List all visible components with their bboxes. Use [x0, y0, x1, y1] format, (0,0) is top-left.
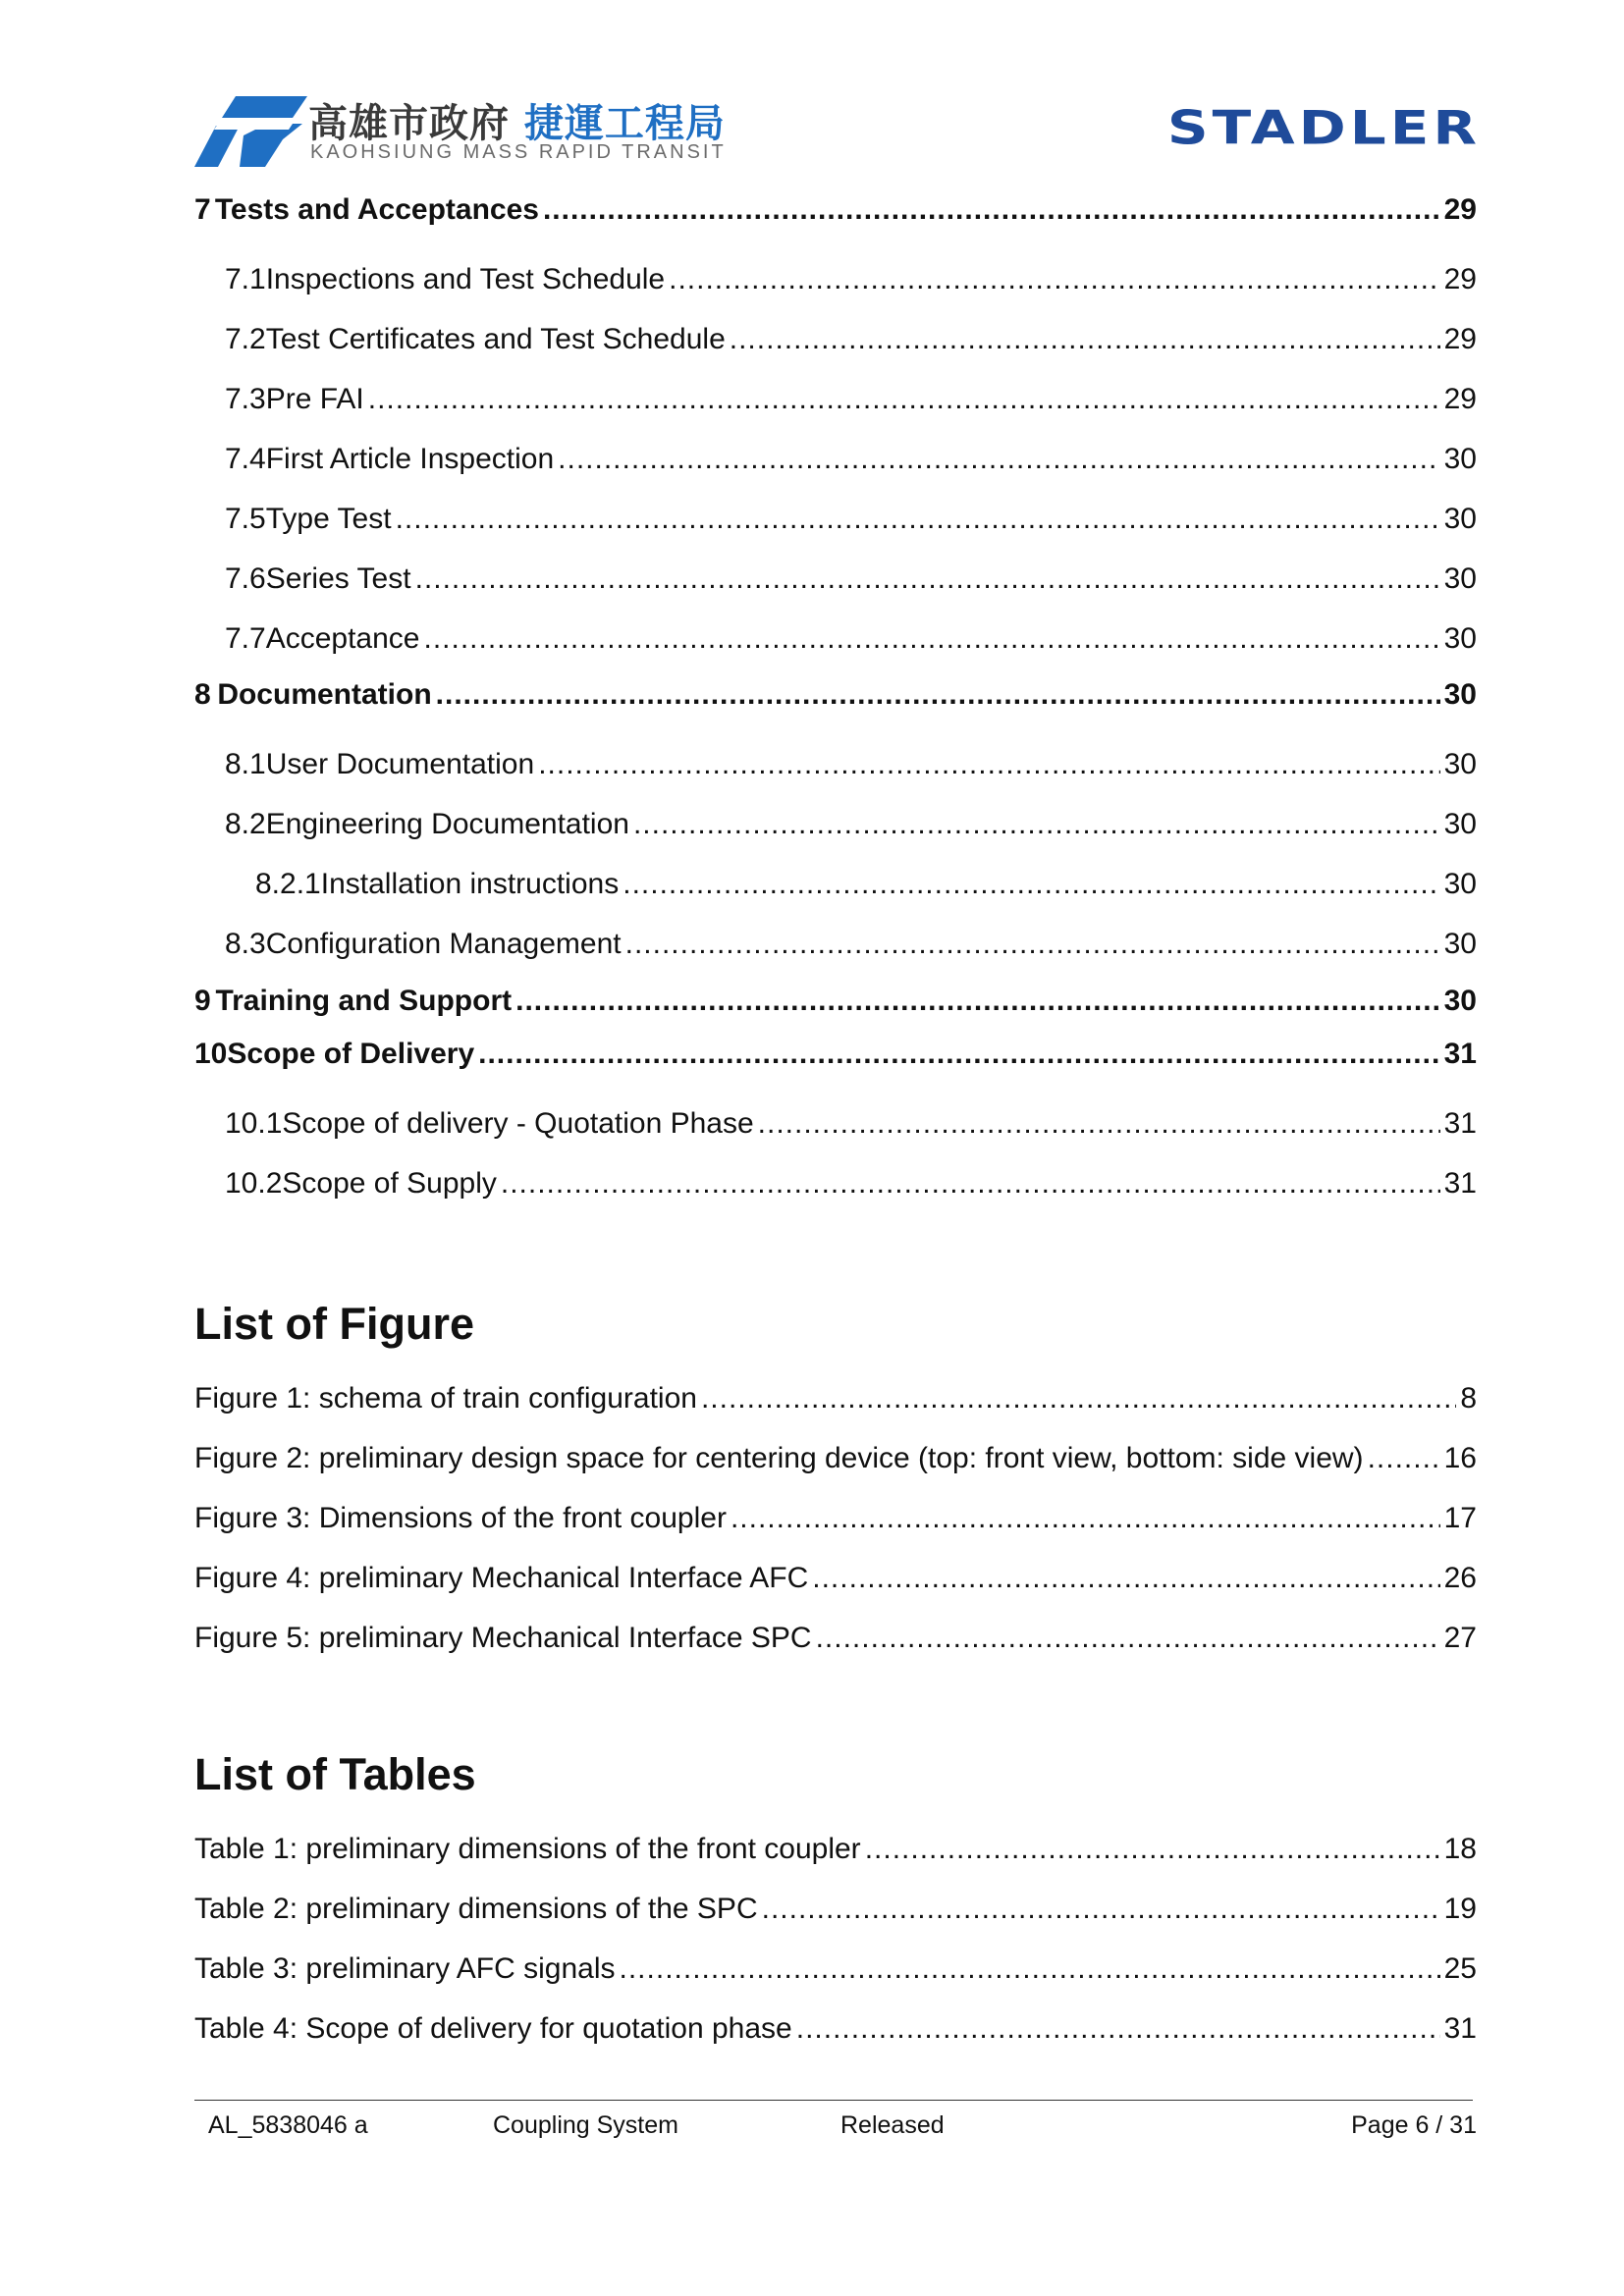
- toc-entry-title: Engineering Documentation: [265, 808, 629, 840]
- toc-leader-dots: [730, 323, 1440, 356]
- toc-entry[interactable]: [194, 562, 1477, 596]
- toc-entry-title: Table 4: Scope of delivery for quotation phase: [194, 2012, 792, 2045]
- toc-entry-number: 7.6: [225, 562, 266, 595]
- toc-entry[interactable]: [194, 622, 1477, 656]
- figures-heading: List of Figure: [194, 1299, 474, 1349]
- toc-entry[interactable]: [194, 1442, 1477, 1475]
- toc-entry-title: Table 3: preliminary AFC signals: [194, 1952, 616, 1985]
- toc-entry-number: 7.3: [225, 383, 266, 415]
- toc-entry-page: 31: [1443, 1038, 1477, 1070]
- toc-entry-page: 19: [1443, 1893, 1477, 1925]
- toc-entry-number: 10.1: [225, 1107, 283, 1140]
- krt-logo-icon: [194, 96, 307, 167]
- toc-entry-page: 29: [1443, 193, 1477, 226]
- toc-entry-page: 8: [1460, 1382, 1477, 1415]
- toc-entry-title: Figure 2: preliminary design space for centering device (top: front view, bottom: side view): [194, 1442, 1364, 1474]
- toc-entry-title: User Documentation: [265, 748, 535, 780]
- toc-leader-dots: [812, 1562, 1439, 1595]
- toc-entry-page: 30: [1443, 443, 1477, 475]
- toc-entry[interactable]: [194, 1382, 1477, 1415]
- toc-entry-number: 7.1: [225, 263, 266, 295]
- toc-leader-dots: [538, 748, 1439, 781]
- toc-entry-number: 8.2: [225, 808, 266, 840]
- toc-entry-page: 31: [1443, 2012, 1477, 2045]
- toc-entry[interactable]: [194, 2012, 1477, 2046]
- footer-doc-id: AL_5838046 a: [208, 2111, 368, 2139]
- toc-entry[interactable]: [194, 1167, 1477, 1201]
- footer-doc-name: Coupling System: [493, 2111, 678, 2139]
- toc-leader-dots: [501, 1167, 1440, 1201]
- toc-entry-page: 30: [1443, 808, 1477, 840]
- toc-entry[interactable]: [194, 928, 1477, 961]
- toc-leader-dots: [669, 263, 1440, 296]
- toc-entry[interactable]: [194, 1952, 1477, 1986]
- toc-entry-page: 25: [1443, 1952, 1477, 1985]
- krt-logo: [194, 94, 727, 173]
- toc-entry[interactable]: [194, 1833, 1477, 1866]
- toc-leader-dots: [816, 1622, 1440, 1655]
- toc-entry-number: 8.3: [225, 928, 266, 960]
- toc-entry-title: Type Test: [265, 503, 392, 535]
- toc-leader-dots: [762, 1893, 1440, 1926]
- toc-entry[interactable]: [194, 323, 1477, 356]
- toc-leader-dots: [623, 868, 1439, 901]
- toc-entry-number: 8: [194, 678, 211, 711]
- toc-entry-title: Figure 1: schema of train configuration: [194, 1382, 697, 1415]
- toc-entry-page: 30: [1443, 503, 1477, 535]
- toc-entry-number: 7.7: [225, 622, 266, 655]
- toc-entry-title: Training and Support: [215, 985, 513, 1017]
- toc-leader-dots: [865, 1833, 1440, 1866]
- toc-entry-number: 8.1: [225, 748, 266, 780]
- toc-entry-title: Scope of delivery - Quotation Phase: [282, 1107, 754, 1140]
- toc-entry-page: 18: [1443, 1833, 1477, 1865]
- toc-leader-dots: [424, 622, 1440, 656]
- toc-entry-number: 8.2.1: [255, 868, 321, 900]
- toc-entry-number: 7.4: [225, 443, 266, 475]
- toc-entry-title: Series Test: [265, 562, 411, 595]
- toc-entry[interactable]: [194, 443, 1477, 476]
- toc-entry-number: 10.2: [225, 1167, 283, 1200]
- toc-entry-title: Table 2: preliminary dimensions of the SPC: [194, 1893, 758, 1925]
- toc-entry[interactable]: [194, 503, 1477, 536]
- toc-entry[interactable]: [194, 1562, 1477, 1595]
- toc-entry[interactable]: [194, 808, 1477, 841]
- toc-entry-title: Table 1: preliminary dimensions of the front coupler: [194, 1833, 861, 1865]
- toc-leader-dots: [1368, 1442, 1440, 1475]
- toc-entry-title: Configuration Management: [265, 928, 622, 960]
- toc-entry[interactable]: [194, 383, 1477, 416]
- toc-entry-title: Documentation: [217, 678, 432, 711]
- toc-entry-page: 30: [1443, 868, 1477, 900]
- toc-entry-page: 31: [1443, 1107, 1477, 1140]
- footer-status: Released: [840, 2111, 945, 2139]
- toc-leader-dots: [515, 985, 1440, 1018]
- toc-entry[interactable]: [194, 1502, 1477, 1535]
- footer-divider: [194, 2100, 1473, 2101]
- toc-leader-dots: [558, 443, 1439, 476]
- toc-entry-title: Figure 4: preliminary Mechanical Interface AFC: [194, 1562, 809, 1594]
- toc-entry[interactable]: [194, 1622, 1477, 1655]
- toc-leader-dots: [415, 562, 1440, 596]
- toc-entry[interactable]: [194, 263, 1477, 296]
- toc-entry-page: 17: [1443, 1502, 1477, 1534]
- toc-entry-page: 31: [1443, 1167, 1477, 1200]
- toc-leader-dots: [731, 1502, 1440, 1535]
- toc-entry-page: 30: [1443, 678, 1477, 711]
- toc-entry-title: Figure 5: preliminary Mechanical Interface SPC: [194, 1622, 812, 1654]
- page-header: [194, 94, 1481, 173]
- toc-leader-dots: [758, 1107, 1440, 1141]
- toc-entry-number: 9: [194, 985, 211, 1017]
- toc-entry[interactable]: [194, 1107, 1477, 1141]
- toc-entry-title: First Article Inspection: [265, 443, 555, 475]
- toc-entry[interactable]: [194, 678, 1477, 712]
- toc-leader-dots: [543, 193, 1440, 227]
- toc-entry-page: 30: [1443, 928, 1477, 960]
- toc-entry[interactable]: [194, 985, 1477, 1018]
- toc-entry-page: 27: [1443, 1622, 1477, 1654]
- toc-leader-dots: [436, 678, 1440, 712]
- toc-leader-dots: [625, 928, 1440, 961]
- toc-entry-page: 29: [1443, 383, 1477, 415]
- toc-entry-title: Scope of Delivery: [227, 1038, 475, 1070]
- toc-leader-dots: [796, 2012, 1440, 2046]
- toc-entry-page: 30: [1443, 748, 1477, 780]
- toc-entry-number: 7.2: [225, 323, 266, 355]
- toc-entry-page: 26: [1443, 1562, 1477, 1594]
- toc-entry-page: 29: [1443, 263, 1477, 295]
- toc-entry-number: 7: [194, 193, 211, 226]
- toc-entry[interactable]: [194, 748, 1477, 781]
- toc-entry[interactable]: [194, 193, 1477, 227]
- toc-entry-page: 16: [1443, 1442, 1477, 1474]
- toc-entry[interactable]: [194, 1893, 1477, 1926]
- tables-heading: List of Tables: [194, 1749, 476, 1799]
- toc-entry-number: 10: [194, 1038, 228, 1070]
- toc-entry-title: Inspections and Test Schedule: [265, 263, 666, 295]
- toc-entry-title: Pre FAI: [265, 383, 364, 415]
- krt-name-en: KAOHSIUNG MASS RAPID TRANSIT: [310, 141, 727, 163]
- toc-entry-page: 30: [1443, 985, 1477, 1017]
- toc-entry-title: Tests and Acceptances: [214, 193, 539, 226]
- footer-page: Page 6 / 31: [1351, 2111, 1477, 2139]
- toc-entry-title: Scope of Supply: [282, 1167, 497, 1200]
- toc-entry[interactable]: [194, 1038, 1477, 1071]
- toc-entry-title: Installation instructions: [320, 868, 620, 900]
- toc-entry-title: Acceptance: [265, 622, 420, 655]
- toc-entry[interactable]: [194, 868, 1477, 901]
- toc-entry-page: 30: [1443, 562, 1477, 595]
- toc-entry-title: Figure 3: Dimensions of the front coupler: [194, 1502, 727, 1534]
- toc-leader-dots: [368, 383, 1440, 416]
- toc-entry-page: 30: [1443, 622, 1477, 655]
- stadler-logo: STADLER: [1166, 100, 1481, 155]
- toc-leader-dots: [701, 1382, 1456, 1415]
- toc-leader-dots: [478, 1038, 1439, 1071]
- toc-entry-page: 29: [1443, 323, 1477, 355]
- toc-leader-dots: [620, 1952, 1440, 1986]
- toc-entry-number: 7.5: [225, 503, 266, 535]
- krt-name-cn: 高雄市政府 捷運工程局: [308, 101, 726, 146]
- toc-leader-dots: [633, 808, 1440, 841]
- toc-leader-dots: [396, 503, 1440, 536]
- toc-entry-title: Test Certificates and Test Schedule: [265, 323, 726, 355]
